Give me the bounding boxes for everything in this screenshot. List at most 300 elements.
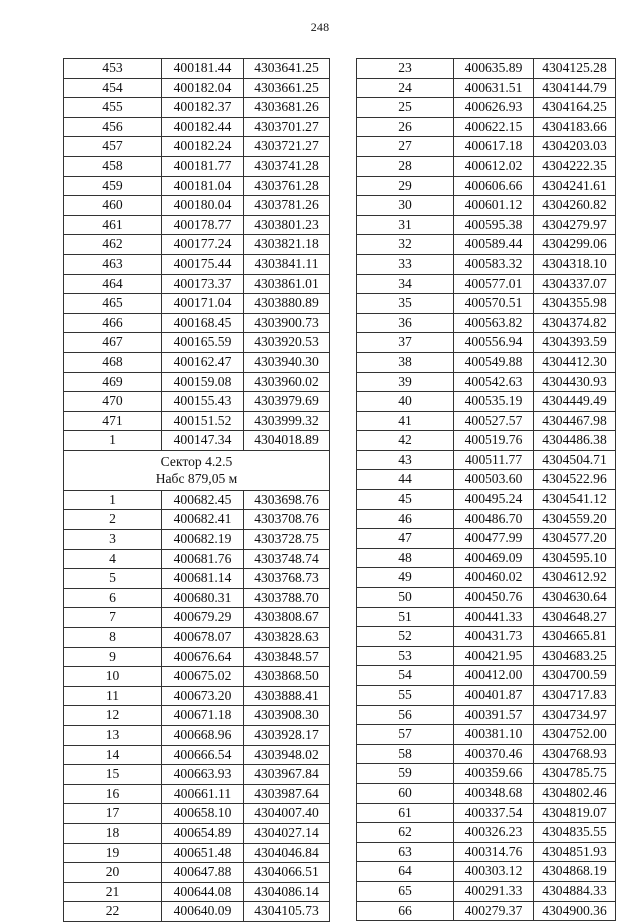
x-coordinate: 400622.15	[454, 117, 534, 137]
point-number: 35	[357, 294, 454, 314]
point-number: 38	[357, 352, 454, 372]
x-coordinate: 400165.59	[162, 333, 244, 353]
table-row	[357, 352, 616, 372]
table-row	[64, 490, 330, 510]
x-coordinate: 400291.33	[454, 881, 534, 901]
table-row	[64, 235, 330, 255]
y-coordinate: 4303920.53	[244, 333, 330, 353]
y-coordinate: 4304630.64	[534, 588, 616, 608]
table-row	[64, 549, 330, 569]
y-coordinate: 4303698.76	[244, 490, 330, 510]
table-row	[357, 842, 616, 862]
y-coordinate: 4303908.30	[244, 706, 330, 726]
y-coordinate: 4304752.00	[534, 725, 616, 745]
x-coordinate: 400391.57	[454, 705, 534, 725]
x-coordinate: 400477.99	[454, 529, 534, 549]
y-coordinate: 4304835.55	[534, 823, 616, 843]
table-row	[357, 254, 616, 274]
x-coordinate: 400635.89	[454, 59, 534, 79]
y-coordinate: 4304884.33	[534, 881, 616, 901]
y-coordinate: 4304430.93	[534, 372, 616, 392]
y-coordinate: 4304665.81	[534, 627, 616, 647]
table-row	[357, 823, 616, 843]
y-coordinate: 4303861.01	[244, 274, 330, 294]
point-number: 23	[357, 59, 454, 79]
y-coordinate: 4304066.51	[244, 863, 330, 883]
y-coordinate: 4304595.10	[534, 548, 616, 568]
x-coordinate: 400168.45	[162, 313, 244, 333]
x-coordinate: 400666.54	[162, 745, 244, 765]
y-coordinate: 4304467.98	[534, 411, 616, 431]
x-coordinate: 400583.32	[454, 254, 534, 274]
x-coordinate: 400175.44	[162, 254, 244, 274]
y-coordinate: 4304318.10	[534, 254, 616, 274]
point-number: 45	[357, 490, 454, 510]
point-number: 22	[64, 902, 162, 922]
y-coordinate: 4303888.41	[244, 686, 330, 706]
point-number: 8	[64, 628, 162, 648]
x-coordinate: 400181.44	[162, 59, 244, 79]
y-coordinate: 4304203.03	[534, 137, 616, 157]
point-number: 49	[357, 568, 454, 588]
table-row	[64, 843, 330, 863]
y-coordinate: 4304007.40	[244, 804, 330, 824]
table-row	[64, 254, 330, 274]
x-coordinate: 400460.02	[454, 568, 534, 588]
table-row	[357, 235, 616, 255]
table-row	[64, 863, 330, 883]
x-coordinate: 400676.64	[162, 647, 244, 667]
table-row	[357, 59, 616, 79]
table-row	[357, 686, 616, 706]
sector-header-row	[64, 450, 330, 490]
point-number: 42	[357, 431, 454, 451]
y-coordinate: 4303848.57	[244, 647, 330, 667]
table-row	[64, 706, 330, 726]
table-row	[64, 726, 330, 746]
point-number: 66	[357, 901, 454, 921]
x-coordinate: 400644.08	[162, 882, 244, 902]
point-number: 41	[357, 411, 454, 431]
table-row	[357, 705, 616, 725]
table-row	[357, 725, 616, 745]
y-coordinate: 4303900.73	[244, 313, 330, 333]
point-number: 61	[357, 803, 454, 823]
x-coordinate: 400675.02	[162, 667, 244, 687]
table-row	[357, 509, 616, 529]
x-coordinate: 400181.77	[162, 156, 244, 176]
point-number: 4	[64, 549, 162, 569]
point-number: 12	[64, 706, 162, 726]
y-coordinate: 4304683.25	[534, 646, 616, 666]
x-coordinate: 400658.10	[162, 804, 244, 824]
y-coordinate: 4304222.35	[534, 156, 616, 176]
x-coordinate: 400570.51	[454, 294, 534, 314]
right-table-body	[357, 59, 616, 921]
y-coordinate: 4304868.19	[534, 862, 616, 882]
x-coordinate: 400450.76	[454, 588, 534, 608]
x-coordinate: 400681.14	[162, 569, 244, 589]
table-row	[357, 176, 616, 196]
x-coordinate: 400673.20	[162, 686, 244, 706]
x-coordinate: 400178.77	[162, 215, 244, 235]
y-coordinate: 4303828.63	[244, 628, 330, 648]
table-row	[64, 647, 330, 667]
x-coordinate: 400679.29	[162, 608, 244, 628]
table-row	[64, 294, 330, 314]
point-number: 48	[357, 548, 454, 568]
x-coordinate: 400370.46	[454, 744, 534, 764]
left-table-body-bottom	[64, 490, 330, 921]
x-coordinate: 400182.37	[162, 98, 244, 118]
x-coordinate: 400661.11	[162, 784, 244, 804]
point-number: 6	[64, 588, 162, 608]
table-row	[64, 117, 330, 137]
point-number: 31	[357, 215, 454, 235]
table-row	[64, 333, 330, 353]
table-row	[357, 98, 616, 118]
table-row	[64, 411, 330, 431]
table-row	[357, 666, 616, 686]
sector-header-section	[64, 450, 330, 490]
y-coordinate: 4304768.93	[534, 744, 616, 764]
point-number: 32	[357, 235, 454, 255]
point-number: 55	[357, 686, 454, 706]
x-coordinate: 400412.00	[454, 666, 534, 686]
x-coordinate: 400337.54	[454, 803, 534, 823]
point-number: 19	[64, 843, 162, 863]
point-number: 467	[64, 333, 162, 353]
x-coordinate: 400681.76	[162, 549, 244, 569]
point-number: 10	[64, 667, 162, 687]
y-coordinate: 4303781.26	[244, 196, 330, 216]
y-coordinate: 4304734.97	[534, 705, 616, 725]
x-coordinate: 400159.08	[162, 372, 244, 392]
x-coordinate: 400647.88	[162, 863, 244, 883]
point-number: 44	[357, 470, 454, 490]
x-coordinate: 400177.24	[162, 235, 244, 255]
x-coordinate: 400680.31	[162, 588, 244, 608]
page-number: 248	[310, 20, 330, 34]
table-row	[64, 274, 330, 294]
table-row	[357, 372, 616, 392]
point-number: 457	[64, 137, 162, 157]
point-number: 30	[357, 196, 454, 216]
point-number: 454	[64, 78, 162, 98]
x-coordinate: 400631.51	[454, 78, 534, 98]
y-coordinate: 4304018.89	[244, 431, 330, 451]
y-coordinate: 4303948.02	[244, 745, 330, 765]
x-coordinate: 400640.09	[162, 902, 244, 922]
x-coordinate: 400617.18	[454, 137, 534, 157]
point-number: 21	[64, 882, 162, 902]
point-number: 29	[357, 176, 454, 196]
table-row	[64, 215, 330, 235]
y-coordinate: 4303987.64	[244, 784, 330, 804]
point-number: 455	[64, 98, 162, 118]
x-coordinate: 400663.93	[162, 765, 244, 785]
table-row	[357, 411, 616, 431]
table-row	[357, 294, 616, 314]
x-coordinate: 400162.47	[162, 352, 244, 372]
y-coordinate: 4303979.69	[244, 392, 330, 412]
point-number: 461	[64, 215, 162, 235]
x-coordinate: 400612.02	[454, 156, 534, 176]
point-number: 458	[64, 156, 162, 176]
y-coordinate: 4303841.11	[244, 254, 330, 274]
x-coordinate: 400542.63	[454, 372, 534, 392]
y-coordinate: 4303728.75	[244, 530, 330, 550]
table-row	[64, 765, 330, 785]
y-coordinate: 4304125.28	[534, 59, 616, 79]
y-coordinate: 4304412.30	[534, 352, 616, 372]
x-coordinate: 400606.66	[454, 176, 534, 196]
point-number: 52	[357, 627, 454, 647]
table-row	[64, 902, 330, 922]
point-number: 1	[64, 431, 162, 451]
x-coordinate: 400668.96	[162, 726, 244, 746]
table-row	[357, 215, 616, 235]
y-coordinate: 4303928.17	[244, 726, 330, 746]
point-number: 51	[357, 607, 454, 627]
table-row	[357, 862, 616, 882]
table-row	[357, 783, 616, 803]
table-row	[64, 156, 330, 176]
x-coordinate: 400486.70	[454, 509, 534, 529]
point-number: 3	[64, 530, 162, 550]
point-number: 65	[357, 881, 454, 901]
point-number: 54	[357, 666, 454, 686]
point-number: 464	[64, 274, 162, 294]
x-coordinate: 400182.44	[162, 117, 244, 137]
point-number: 39	[357, 372, 454, 392]
x-coordinate: 400359.66	[454, 764, 534, 784]
point-number: 471	[64, 411, 162, 431]
table-row	[64, 823, 330, 843]
table-row	[357, 78, 616, 98]
x-coordinate: 400173.37	[162, 274, 244, 294]
point-number: 63	[357, 842, 454, 862]
y-coordinate: 4303788.70	[244, 588, 330, 608]
table-row	[64, 667, 330, 687]
table-row	[357, 803, 616, 823]
table-row	[64, 686, 330, 706]
y-coordinate: 4304700.59	[534, 666, 616, 686]
point-number: 50	[357, 588, 454, 608]
y-coordinate: 4304802.46	[534, 783, 616, 803]
y-coordinate: 4304164.25	[534, 98, 616, 118]
table-row	[357, 313, 616, 333]
point-number: 470	[64, 392, 162, 412]
point-number: 43	[357, 450, 454, 470]
table-row	[64, 608, 330, 628]
y-coordinate: 4304279.97	[534, 215, 616, 235]
y-coordinate: 4304241.61	[534, 176, 616, 196]
point-number: 16	[64, 784, 162, 804]
table-row	[357, 333, 616, 353]
table-row	[64, 78, 330, 98]
point-number: 24	[357, 78, 454, 98]
table-row	[64, 431, 330, 451]
point-number: 469	[64, 372, 162, 392]
table-row	[357, 470, 616, 490]
y-coordinate: 4304355.98	[534, 294, 616, 314]
point-number: 59	[357, 764, 454, 784]
y-coordinate: 4304086.14	[244, 882, 330, 902]
table-row	[357, 901, 616, 921]
y-coordinate: 4304260.82	[534, 196, 616, 216]
y-coordinate: 4303960.02	[244, 372, 330, 392]
table-row	[357, 627, 616, 647]
y-coordinate: 4304299.06	[534, 235, 616, 255]
x-coordinate: 400181.04	[162, 176, 244, 196]
sector-subtitle: Набс 879,05 м	[155, 471, 238, 487]
x-coordinate: 400180.04	[162, 196, 244, 216]
x-coordinate: 400651.48	[162, 843, 244, 863]
y-coordinate: 4304393.59	[534, 333, 616, 353]
y-coordinate: 4304648.27	[534, 607, 616, 627]
x-coordinate: 400381.10	[454, 725, 534, 745]
y-coordinate: 4303868.50	[244, 667, 330, 687]
x-coordinate: 400682.19	[162, 530, 244, 550]
point-number: 460	[64, 196, 162, 216]
table-row	[357, 431, 616, 451]
point-number: 33	[357, 254, 454, 274]
table-row	[357, 881, 616, 901]
y-coordinate: 4303761.28	[244, 176, 330, 196]
table-row	[64, 628, 330, 648]
y-coordinate: 4303681.26	[244, 98, 330, 118]
point-number: 27	[357, 137, 454, 157]
point-number: 7	[64, 608, 162, 628]
point-number: 13	[64, 726, 162, 746]
table-row	[357, 450, 616, 470]
table-row	[64, 588, 330, 608]
y-coordinate: 4304449.49	[534, 392, 616, 412]
point-number: 1	[64, 490, 162, 510]
point-number: 20	[64, 863, 162, 883]
x-coordinate: 400626.93	[454, 98, 534, 118]
point-number: 46	[357, 509, 454, 529]
point-number: 62	[357, 823, 454, 843]
y-coordinate: 4303940.30	[244, 352, 330, 372]
point-number: 58	[357, 744, 454, 764]
coordinates-table-left	[63, 58, 330, 922]
y-coordinate: 4304374.82	[534, 313, 616, 333]
table-row	[64, 59, 330, 79]
table-row	[357, 196, 616, 216]
table-row	[357, 646, 616, 666]
y-coordinate: 4303701.27	[244, 117, 330, 137]
x-coordinate: 400527.57	[454, 411, 534, 431]
y-coordinate: 4304027.14	[244, 823, 330, 843]
point-number: 53	[357, 646, 454, 666]
table-row	[64, 98, 330, 118]
point-number: 28	[357, 156, 454, 176]
table-row	[64, 569, 330, 589]
y-coordinate: 4303967.84	[244, 765, 330, 785]
point-number: 60	[357, 783, 454, 803]
point-number: 15	[64, 765, 162, 785]
y-coordinate: 4303768.73	[244, 569, 330, 589]
table-row	[64, 313, 330, 333]
x-coordinate: 400682.41	[162, 510, 244, 530]
table-row	[64, 784, 330, 804]
y-coordinate: 4304900.36	[534, 901, 616, 921]
table-row	[357, 588, 616, 608]
y-coordinate: 4304504.71	[534, 450, 616, 470]
table-row	[357, 607, 616, 627]
point-number: 64	[357, 862, 454, 882]
x-coordinate: 400556.94	[454, 333, 534, 353]
x-coordinate: 400469.09	[454, 548, 534, 568]
table-row	[64, 137, 330, 157]
y-coordinate: 4304105.73	[244, 902, 330, 922]
table-row	[357, 764, 616, 784]
x-coordinate: 400671.18	[162, 706, 244, 726]
table-row	[357, 392, 616, 412]
x-coordinate: 400595.38	[454, 215, 534, 235]
point-number: 17	[64, 804, 162, 824]
point-number: 459	[64, 176, 162, 196]
y-coordinate: 4304486.38	[534, 431, 616, 451]
x-coordinate: 400654.89	[162, 823, 244, 843]
y-coordinate: 4303708.76	[244, 510, 330, 530]
x-coordinate: 400678.07	[162, 628, 244, 648]
table-row	[357, 744, 616, 764]
table-row	[64, 882, 330, 902]
x-coordinate: 400147.34	[162, 431, 244, 451]
y-coordinate: 4303748.74	[244, 549, 330, 569]
y-coordinate: 4304717.83	[534, 686, 616, 706]
x-coordinate: 400511.77	[454, 450, 534, 470]
y-coordinate: 4303661.25	[244, 78, 330, 98]
table-row	[64, 530, 330, 550]
point-number: 47	[357, 529, 454, 549]
point-number: 462	[64, 235, 162, 255]
table-row	[64, 196, 330, 216]
point-number: 466	[64, 313, 162, 333]
table-row	[357, 156, 616, 176]
y-coordinate: 4304046.84	[244, 843, 330, 863]
y-coordinate: 4304785.75	[534, 764, 616, 784]
x-coordinate: 400279.37	[454, 901, 534, 921]
point-number: 40	[357, 392, 454, 412]
sector-title: Сектор 4.2.5	[160, 453, 233, 469]
x-coordinate: 400171.04	[162, 294, 244, 314]
y-coordinate: 4303999.32	[244, 411, 330, 431]
table-row	[64, 372, 330, 392]
y-coordinate: 4304819.07	[534, 803, 616, 823]
y-coordinate: 4303880.89	[244, 294, 330, 314]
point-number: 5	[64, 569, 162, 589]
point-number: 9	[64, 647, 162, 667]
y-coordinate: 4304577.20	[534, 529, 616, 549]
x-coordinate: 400503.60	[454, 470, 534, 490]
x-coordinate: 400682.45	[162, 490, 244, 510]
table-row	[357, 137, 616, 157]
y-coordinate: 4304612.92	[534, 568, 616, 588]
point-number: 463	[64, 254, 162, 274]
x-coordinate: 400577.01	[454, 274, 534, 294]
point-number: 56	[357, 705, 454, 725]
point-number: 11	[64, 686, 162, 706]
y-coordinate: 4303721.27	[244, 137, 330, 157]
point-number: 14	[64, 745, 162, 765]
x-coordinate: 400182.04	[162, 78, 244, 98]
table-row	[357, 548, 616, 568]
y-coordinate: 4303801.23	[244, 215, 330, 235]
